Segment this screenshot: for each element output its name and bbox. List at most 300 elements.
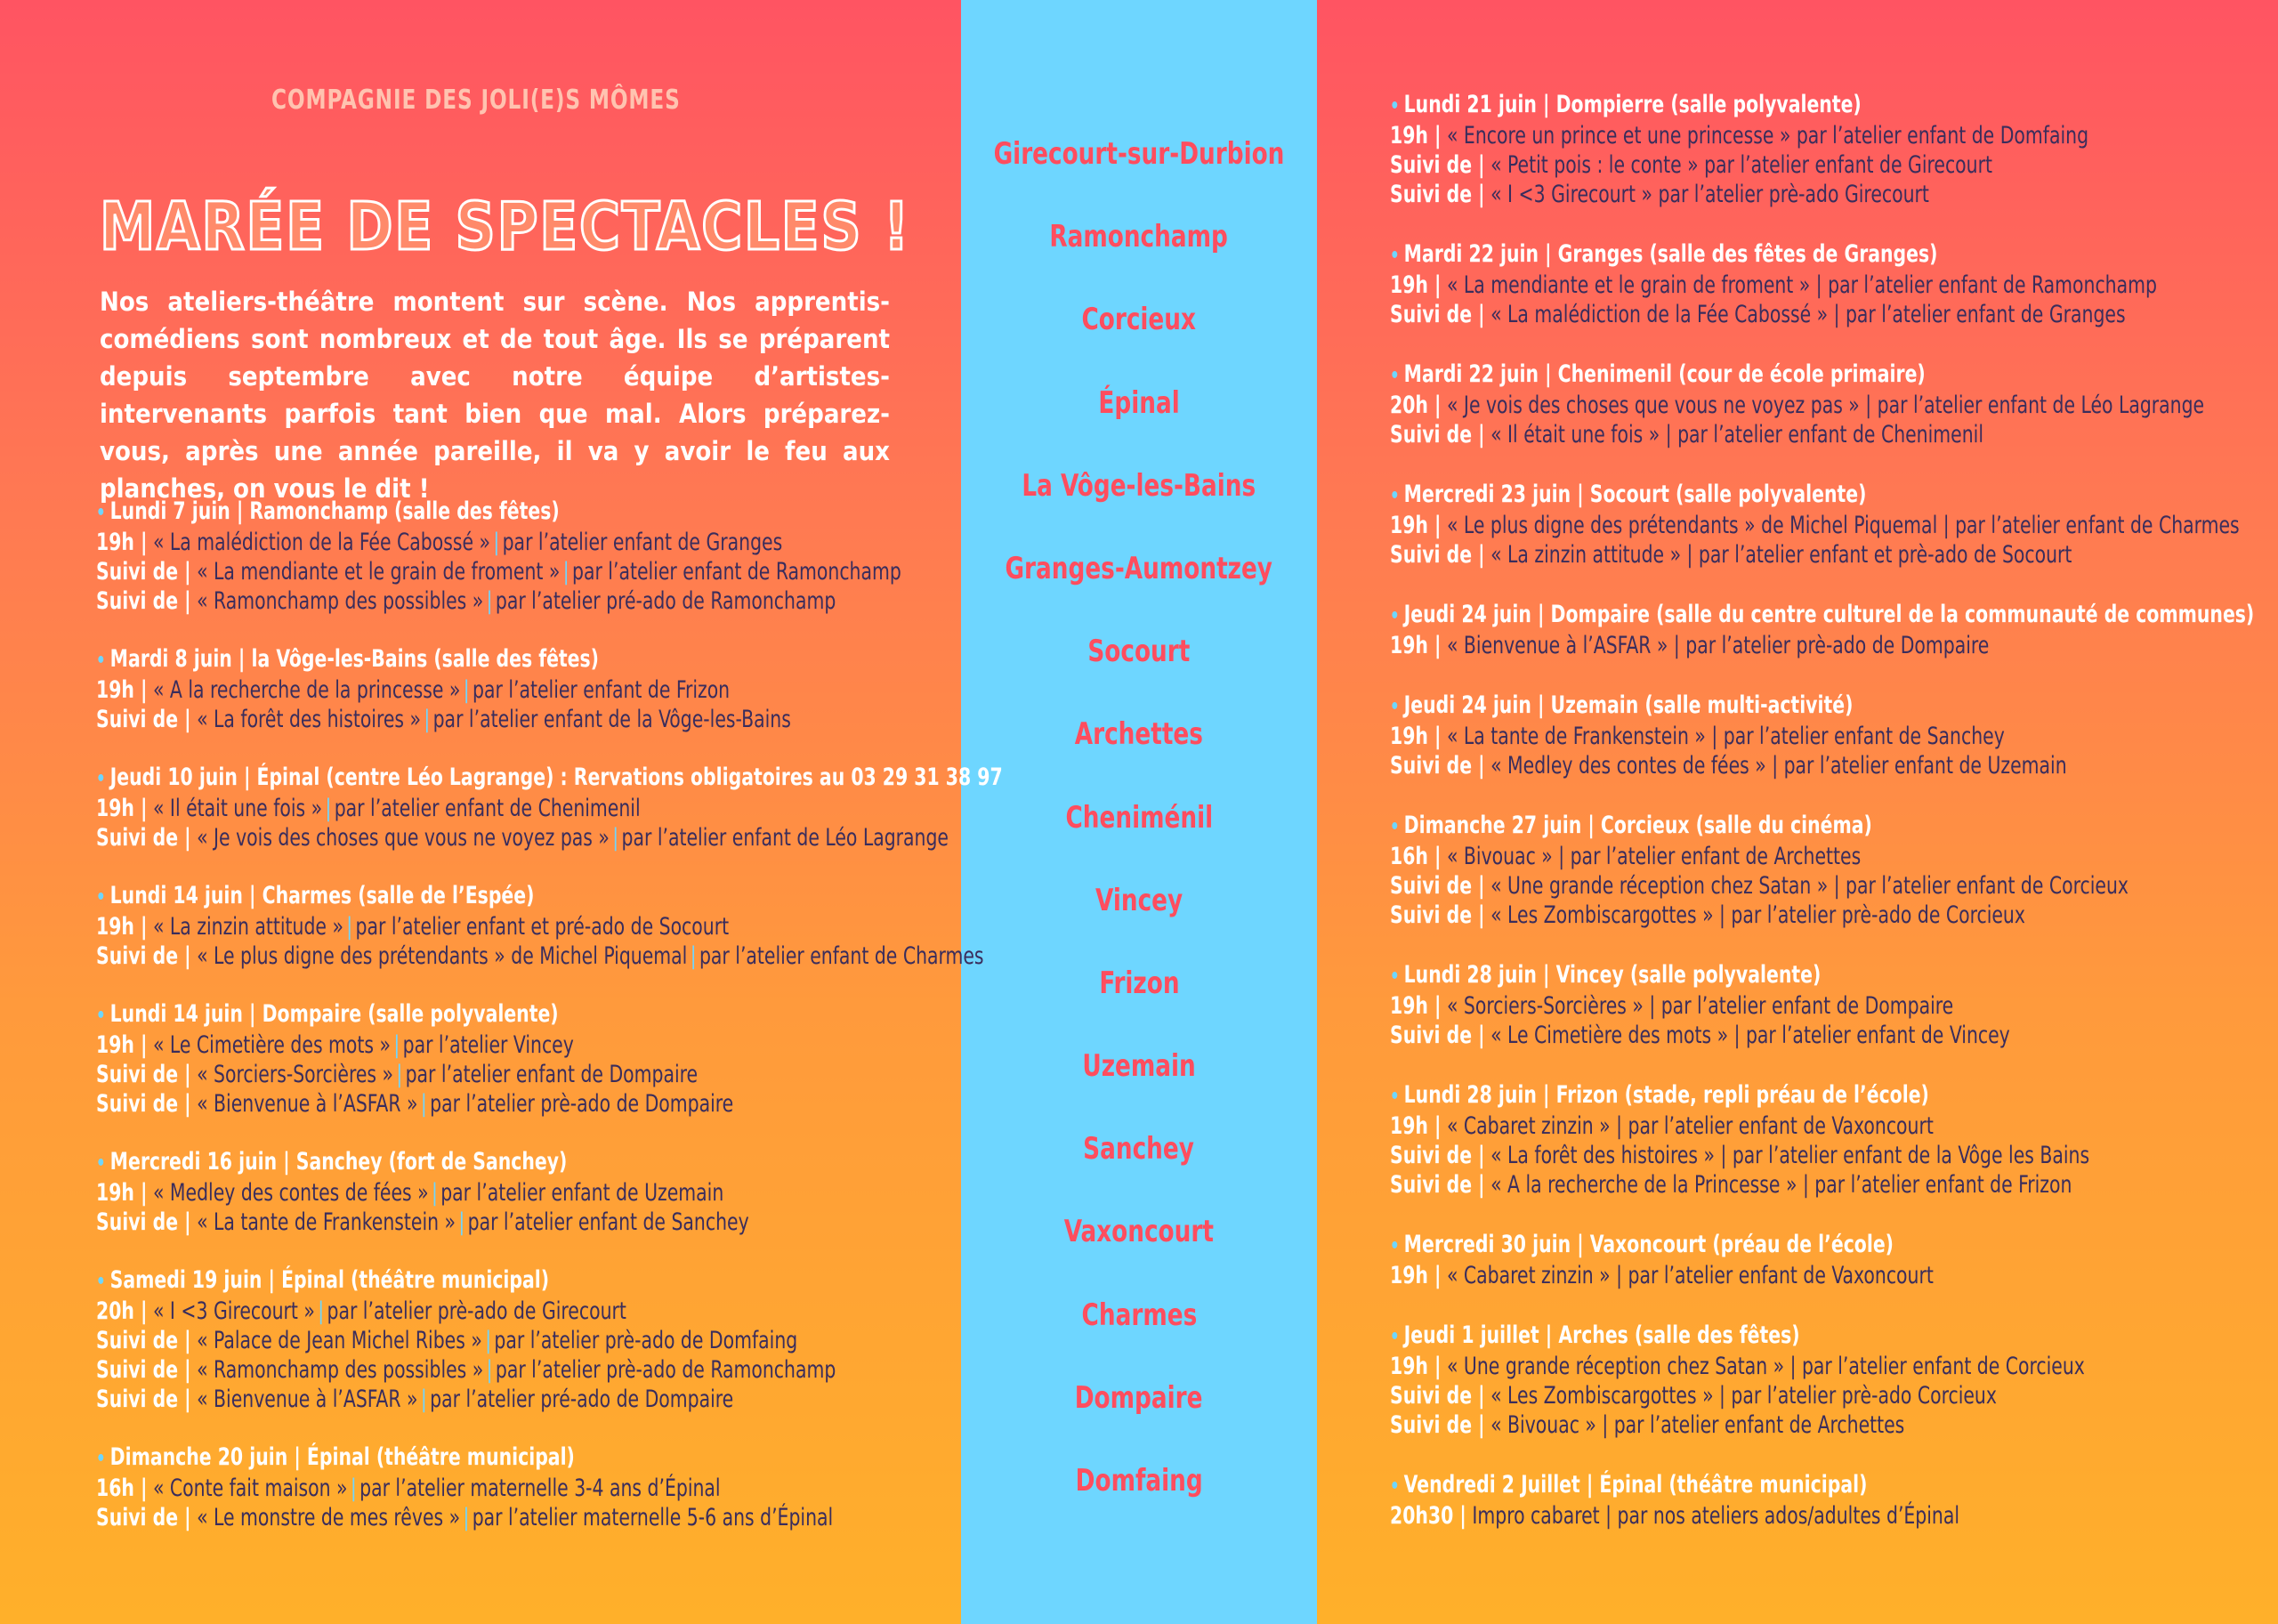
time-label: 16h |	[1390, 843, 1442, 870]
towns-list	[961, 132, 1317, 1541]
time-label: Suivi de |	[1390, 1382, 1485, 1410]
show-title: « A la recherche de la Princesse »	[1490, 1171, 1797, 1199]
event-block	[1390, 1230, 2271, 1290]
town-item	[961, 878, 1317, 961]
show-company: | par l’atelier enfant de Charmes	[1943, 512, 2240, 539]
time-label: Suivi de |	[96, 558, 191, 586]
event-date-venue: Samedi 19 juin | Épinal (théâtre municipal)	[109, 1266, 550, 1294]
time-label: Suivi de |	[96, 1061, 191, 1088]
show-title: « Je vois des choses que vous ne voyez pas »	[1446, 392, 1860, 419]
separator-bar: |	[393, 1031, 400, 1059]
event-header	[96, 1442, 836, 1474]
event-line	[1390, 1410, 2130, 1440]
show-title: « La mendiante et le grain de froment »	[1446, 271, 1811, 299]
event-line	[1390, 901, 2130, 930]
event-header	[1390, 691, 2130, 722]
event-line	[96, 941, 984, 971]
show-company: par l’atelier enfant de Dompaire	[405, 1061, 699, 1088]
time-label: Suivi de |	[96, 706, 191, 733]
bullet-icon: •	[1390, 365, 1400, 387]
town-item	[961, 1127, 1317, 1209]
time-label: 19h |	[96, 1179, 148, 1207]
event-line	[1390, 1261, 2130, 1290]
time-label: 19h |	[1390, 632, 1442, 659]
show-company: | par l’atelier enfant de la Vôge les Bains	[1720, 1142, 2090, 1169]
show-company: par l’atelier enfant de Léo Lagrange	[621, 824, 949, 852]
event-date-venue: Mardi 22 juin | Chenimenil (cour de école primaire)	[1403, 360, 1926, 388]
show-company: par l’atelier maternelle 3-4 ans d’Épinal	[359, 1475, 721, 1502]
show-title: « Medley des contes de fées »	[1490, 752, 1766, 780]
town-label: Socourt	[1087, 634, 1191, 670]
show-title: « Medley des contes de fées »	[152, 1179, 429, 1207]
time-label: Suivi de |	[96, 1090, 191, 1118]
event-line	[1390, 751, 2130, 780]
intro-paragraph: Nos ateliers-théâtre montent sur scène. Nos apprentis-comédiens sont nombreux et de tout âge. Ils se préparent depuis septembre avec notre équipe d’artistes-intervenants parfois tant bien que mal. Alors préparez-vous, après une année pareille, il va y avoir le feu aux planches, on vous le dit !	[100, 287, 890, 504]
time-label: 19h |	[1390, 122, 1442, 149]
town-label: Dompaire	[1075, 1379, 1203, 1416]
event-line	[1390, 991, 2130, 1021]
town-item	[961, 1044, 1317, 1127]
show-company: | par l’atelier enfant de Corcieux	[1789, 1353, 2085, 1380]
show-company: | par l’atelier enfant de Archettes	[1602, 1411, 1905, 1439]
show-title: « Je vois des choses que vous ne voyez pas »	[197, 824, 610, 852]
show-title: « Ramonchamp des possibles »	[197, 1356, 484, 1384]
show-title: « La zinzin attitude »	[1490, 541, 1682, 569]
event-date-venue: Lundi 28 juin | Frizon (stade, repli préau de l’école)	[1403, 1081, 1929, 1109]
event-block	[96, 644, 977, 734]
show-title: « Une grande réception chez Satan »	[1490, 872, 1829, 900]
bullet-icon: •	[1390, 1326, 1400, 1348]
bullet-icon: •	[1390, 696, 1400, 718]
separator-bar: |	[318, 1297, 325, 1325]
event-block	[1390, 1470, 2271, 1531]
event-block	[1390, 691, 2271, 780]
show-title: « I <3 Girecourt »	[1490, 181, 1652, 208]
event-header	[1390, 239, 2130, 271]
show-title: « La zinzin attitude »	[152, 913, 343, 941]
time-label: Suivi de |	[96, 942, 191, 970]
bullet-icon: •	[1390, 1235, 1400, 1257]
show-company: par l’atelier prè-ado de Girecourt	[327, 1297, 626, 1325]
town-label: Vincey	[1095, 882, 1183, 918]
event-line	[96, 1503, 836, 1532]
event-line	[1390, 271, 2157, 300]
event-line	[96, 557, 901, 586]
separator-bar: |	[690, 942, 697, 970]
town-label: Corcieux	[1081, 302, 1197, 338]
show-company: | par l’atelier enfant de Corcieux	[1833, 872, 2129, 900]
show-title: « Bienvenue à l’ASFAR »	[197, 1386, 418, 1413]
time-label: Suivi de |	[1390, 421, 1485, 448]
event-date-venue: Lundi 28 juin | Vincey (salle polyvalente)	[1403, 961, 1822, 989]
separator-bar: |	[396, 1061, 403, 1088]
town-item	[961, 132, 1317, 214]
event-line	[96, 675, 836, 705]
show-company: par l’atelier enfant de Girecourt	[1704, 151, 1992, 179]
event-header	[96, 999, 836, 1030]
event-block	[96, 881, 984, 971]
show-company: par l’atelier pré-ado de Ramonchamp	[495, 587, 836, 615]
event-header	[1390, 811, 2130, 842]
show-title: « Bivouac »	[1490, 1411, 1596, 1439]
separator-bar: |	[463, 1504, 470, 1531]
show-title: « Ramonchamp des possibles »	[197, 587, 484, 615]
time-label: 19h |	[1390, 271, 1442, 299]
event-line	[96, 528, 836, 557]
show-company: par l’atelier enfant de Uzemain	[440, 1179, 724, 1207]
separator-bar: |	[431, 1179, 438, 1207]
time-label: Suivi de |	[1390, 901, 1485, 929]
town-item	[961, 629, 1317, 712]
event-date-venue: Jeudi 10 juin | Épinal (centre Léo Lagrange) : Rervations obligatoires au 03 29 31 38 97	[109, 764, 1003, 791]
event-header	[96, 881, 836, 912]
separator-bar: |	[346, 913, 353, 941]
town-item	[961, 712, 1317, 795]
event-line	[96, 1355, 836, 1385]
show-company: par l’atelier Vincey	[402, 1031, 574, 1059]
show-company: | par l’atelier enfant de Chenimenil	[1665, 421, 1984, 448]
bullet-icon: •	[96, 1005, 106, 1027]
show-title: « La forêt des histoires »	[197, 706, 422, 733]
event-header	[96, 1265, 836, 1297]
time-label: 19h |	[96, 1031, 148, 1059]
time-label: Suivi de |	[96, 1208, 191, 1236]
event-date-venue: Lundi 21 juin | Dompierre (salle polyvalente)	[1403, 91, 1862, 118]
separator-bar: |	[325, 795, 332, 822]
event-header	[1390, 1470, 2130, 1501]
show-company: par l’atelier enfant de Charmes	[699, 942, 984, 970]
event-line	[1390, 511, 2240, 540]
event-line	[1390, 842, 2130, 871]
show-title: « Les Zombiscargottes »	[1490, 1382, 1714, 1410]
show-title: « I <3 Girecourt »	[152, 1297, 315, 1325]
town-label: Vaxoncourt	[1063, 1214, 1215, 1250]
show-company: | par l’atelier prè-ado Corcieux	[1719, 1382, 1997, 1410]
town-label: Sanchey	[1083, 1131, 1195, 1168]
show-company: par l’atelier prè-ado Girecourt	[1658, 181, 1929, 208]
show-title: « Les Zombiscargottes »	[1490, 901, 1714, 929]
show-company: | par nos ateliers ados/adultes d’Épinal	[1605, 1502, 1960, 1530]
show-title: « Bienvenue à l’ASFAR »	[197, 1090, 418, 1118]
event-date-venue: Jeudi 24 juin | Dompaire (salle du centre culturel de la communauté de communes)	[1403, 601, 2255, 628]
event-line	[96, 1178, 836, 1208]
separator-bar: |	[420, 1090, 427, 1118]
event-date-venue: Lundi 14 juin | Dompaire (salle polyvalente)	[109, 1000, 559, 1028]
show-title: « Bienvenue à l’ASFAR »	[1446, 632, 1668, 659]
event-line	[96, 1060, 836, 1089]
time-label: 20h30 |	[1390, 1502, 1466, 1530]
time-label: 20h |	[1390, 392, 1442, 419]
town-label: Épinal	[1098, 384, 1180, 421]
bullet-icon: •	[1390, 605, 1400, 627]
show-company: | par l’atelier enfant de Dompaire	[1649, 992, 1954, 1020]
show-company: | par l’atelier enfant de Granges	[1833, 301, 2126, 328]
show-title: « La malédiction de la Fée Cabossé »	[1490, 301, 1829, 328]
town-label: Uzemain	[1082, 1048, 1196, 1085]
event-line	[96, 1474, 836, 1503]
show-company: par l’atelier enfant de la Vôge-les-Bains	[432, 706, 791, 733]
event-block	[96, 1442, 977, 1532]
event-date-venue: Dimanche 20 juin | Épinal (théâtre municipal)	[109, 1443, 575, 1471]
bullet-icon: •	[96, 768, 106, 790]
show-title: « Le plus digne des prétendants » de Michel Piquemal	[197, 942, 688, 970]
show-title: « Sorciers-Sorcières »	[1446, 992, 1644, 1020]
bullet-icon: •	[1390, 1475, 1400, 1498]
show-company: | par l’atelier prè-ado de Corcieux	[1719, 901, 2025, 929]
event-line	[1390, 121, 2130, 150]
show-company: | par l’atelier enfant de Vaxoncourt	[1616, 1112, 1934, 1140]
event-line	[1390, 180, 2130, 209]
event-header	[1390, 480, 2130, 511]
show-title: « Petit pois : le conte »	[1490, 151, 1699, 179]
time-label: Suivi de |	[1390, 181, 1485, 208]
time-label: 19h |	[96, 529, 148, 556]
show-title: « Palace de Jean Michel Ribes »	[197, 1327, 482, 1354]
events-list-right	[1390, 90, 2271, 1561]
event-block	[1390, 239, 2271, 329]
town-item	[961, 961, 1317, 1044]
show-title: « La tante de Frankenstein »	[1446, 723, 1706, 750]
show-company: | par l’atelier enfant de Vaxoncourt	[1616, 1262, 1934, 1289]
event-line	[96, 794, 836, 823]
show-company: par l’atelier enfant de Frizon	[472, 676, 731, 704]
show-company: | par l’atelier enfant de Archettes	[1558, 843, 1862, 870]
bullet-icon: •	[96, 502, 106, 524]
town-label: Domfaing	[1075, 1463, 1203, 1499]
event-line	[1390, 1381, 2130, 1410]
event-date-venue: Mercredi 30 juin | Vaxoncourt (préau de l’école)	[1403, 1231, 1894, 1258]
event-header	[1390, 960, 2130, 991]
town-item	[961, 1376, 1317, 1458]
event-date-venue: Vendredi 2 Juillet | Épinal (théâtre municipal)	[1403, 1471, 1868, 1499]
show-company: par l’atelier enfant de Sanchey	[467, 1208, 749, 1236]
event-block	[96, 1265, 977, 1414]
time-label: Suivi de |	[96, 1504, 191, 1531]
event-line	[1390, 1170, 2130, 1200]
events-list-left	[96, 497, 1003, 1561]
event-block	[1390, 360, 2271, 449]
event-header	[1390, 360, 2130, 391]
event-line	[96, 1326, 836, 1355]
show-company: par l’atelier prè-ado de Dompaire	[430, 1090, 734, 1118]
show-title: « La forêt des histoires »	[1490, 1142, 1716, 1169]
time-label: 19h |	[96, 676, 148, 704]
town-label: Archettes	[1074, 716, 1204, 753]
separator-bar: |	[424, 706, 431, 733]
event-line	[1390, 1021, 2130, 1050]
event-block	[1390, 1321, 2271, 1440]
separator-bar: |	[486, 587, 493, 615]
show-title: « La tante de Frankenstein »	[197, 1208, 456, 1236]
event-header	[1390, 600, 2255, 631]
time-label: 19h |	[1390, 1112, 1442, 1140]
bullet-icon: •	[96, 1271, 106, 1293]
show-company: par l’atelier maternelle 5-6 ans d’Épinal	[472, 1504, 834, 1531]
event-block	[96, 497, 977, 616]
bullet-icon: •	[96, 1152, 106, 1175]
show-title: « La mendiante et le grain de froment »	[197, 558, 561, 586]
bullet-icon: •	[1390, 966, 1400, 988]
event-line	[1390, 150, 2130, 180]
event-line	[96, 1030, 836, 1060]
event-header	[96, 644, 836, 675]
event-block	[1390, 480, 2271, 570]
show-company: par l’atelier enfant et pré-ado de Socourt	[355, 913, 730, 941]
bullet-icon: •	[1390, 1086, 1400, 1108]
time-label: Suivi de |	[1390, 1411, 1485, 1439]
event-date-venue: Jeudi 1 juillet | Arches (salle des fêtes)	[1403, 1321, 1800, 1349]
show-title: « Sorciers-Sorcières »	[197, 1061, 394, 1088]
show-company: | par l’atelier enfant de Frizon	[1802, 1171, 2072, 1199]
event-header	[1390, 1080, 2130, 1111]
bullet-icon: •	[96, 650, 106, 672]
time-label: Suivi de |	[1390, 752, 1485, 780]
show-company: | par l’atelier enfant et prè-ado de Socourt	[1686, 541, 2072, 569]
event-date-venue: Mardi 8 juin | la Vôge-les-Bains (salle des fêtes)	[109, 645, 600, 673]
time-label: Suivi de |	[96, 587, 191, 615]
show-title: « Le monstre de mes rêves »	[197, 1504, 461, 1531]
bullet-icon: •	[1390, 485, 1400, 507]
event-block	[96, 1147, 977, 1237]
separator-bar: |	[458, 1208, 465, 1236]
time-label: Suivi de |	[1390, 872, 1485, 900]
show-company: | par l’atelier enfant de Ramonchamp	[1815, 271, 2157, 299]
time-label: Suivi de |	[1390, 151, 1485, 179]
separator-bar: |	[485, 1327, 492, 1354]
event-line	[1390, 420, 2130, 449]
time-label: Suivi de |	[1390, 1171, 1485, 1199]
time-label: 19h |	[1390, 723, 1442, 750]
show-company: | par l’atelier prè-ado de Dompaire	[1673, 632, 1990, 659]
time-label: Suivi de |	[1390, 1142, 1485, 1169]
event-block	[1390, 600, 2271, 660]
show-title: « La malédiction de la Fée Cabossé »	[152, 529, 491, 556]
town-label: Charmes	[1081, 1297, 1197, 1333]
separator-bar: |	[493, 529, 500, 556]
town-item	[961, 381, 1317, 464]
event-block	[96, 999, 977, 1119]
event-line	[1390, 1141, 2130, 1170]
event-line	[1390, 1111, 2130, 1141]
event-line	[96, 1089, 836, 1119]
show-company: par l’atelier enfant de Ramonchamp	[571, 558, 901, 586]
time-label: 16h |	[96, 1475, 148, 1502]
show-company: par l’atelier enfant de Granges	[502, 529, 783, 556]
event-block	[1390, 90, 2271, 209]
town-item	[961, 214, 1317, 297]
event-line	[1390, 1352, 2130, 1381]
show-company: | par l’atelier enfant de Vincey	[1733, 1022, 2010, 1049]
event-header	[1390, 90, 2130, 121]
show-title: « Cabaret zinzin »	[1446, 1112, 1611, 1140]
event-line	[1390, 540, 2130, 570]
time-label: Suivi de |	[96, 1356, 191, 1384]
event-date-venue: Dimanche 27 juin | Corcieux (salle du cinéma)	[1403, 812, 1872, 839]
show-title: « Conte fait maison »	[152, 1475, 348, 1502]
show-title: « Le Cimetière des mots »	[152, 1031, 392, 1059]
show-title: « Le Cimetière des mots »	[1490, 1022, 1729, 1049]
town-item	[961, 464, 1317, 546]
event-block	[1390, 1080, 2271, 1200]
event-date-venue: Lundi 7 juin | Ramonchamp (salle des fêtes)	[109, 497, 560, 525]
event-block	[1390, 960, 2271, 1050]
time-label: Suivi de |	[96, 824, 191, 852]
event-line	[1390, 722, 2130, 751]
time-label: 19h |	[1390, 992, 1442, 1020]
separator-bar: |	[612, 824, 619, 852]
event-line	[96, 823, 949, 852]
event-line	[1390, 300, 2130, 329]
event-date-venue: Lundi 14 juin | Charmes (salle de l’Espée)	[109, 882, 535, 909]
town-label: Cheniménil	[1065, 799, 1213, 836]
event-header	[1390, 1321, 2130, 1352]
event-line	[96, 705, 836, 734]
event-line	[96, 1297, 836, 1326]
time-label: Suivi de |	[1390, 541, 1485, 569]
town-label: Frizon	[1098, 965, 1180, 1001]
show-company: par l’atelier enfant de Chenimenil	[334, 795, 641, 822]
town-label: La Vôge-les-Bains	[1022, 467, 1256, 504]
show-title: « Bivouac »	[1446, 843, 1553, 870]
show-company: par l’atelier enfant de Domfaing	[1796, 122, 2089, 149]
separator-bar: |	[420, 1386, 427, 1413]
event-date-venue: Mercredi 23 juin | Socourt (salle polyvalente)	[1403, 481, 1867, 508]
event-date-venue: Jeudi 24 juin | Uzemain (salle multi-activité)	[1403, 691, 1854, 719]
time-label: 19h |	[96, 913, 148, 941]
event-line	[96, 1385, 836, 1414]
event-line	[1390, 871, 2130, 901]
event-line	[1390, 1501, 2130, 1531]
time-label: 19h |	[1390, 1353, 1442, 1380]
town-label: Granges-Aumontzey	[1005, 550, 1273, 586]
town-item	[961, 297, 1317, 380]
time-label: 19h |	[1390, 512, 1442, 539]
time-label: Suivi de |	[96, 1327, 191, 1354]
time-label: 20h |	[96, 1297, 148, 1325]
event-header	[96, 1147, 836, 1178]
separator-bar: |	[562, 558, 570, 586]
show-title: « Il était une fois »	[152, 795, 323, 822]
separator-bar: |	[463, 676, 470, 704]
town-label: Ramonchamp	[1049, 219, 1229, 255]
town-item	[961, 546, 1317, 629]
separator-bar: |	[486, 1356, 493, 1384]
show-company: | par l’atelier enfant de Sanchey	[1711, 723, 2005, 750]
town-label: Girecourt-sur-Durbion	[993, 136, 1285, 172]
separator-bar: |	[350, 1475, 357, 1502]
event-header	[96, 763, 1003, 794]
show-title: « A la recherche de la princesse »	[152, 676, 461, 704]
show-title: « Le plus digne des prétendants » de Michel Piquemal	[1446, 512, 1938, 539]
show-company: par l’atelier prè-ado de Ramonchamp	[495, 1356, 836, 1384]
event-line	[96, 912, 836, 941]
time-label: 19h |	[96, 795, 148, 822]
show-company: par l’atelier pré-ado de Dompaire	[430, 1386, 734, 1413]
town-item	[961, 796, 1317, 878]
event-header	[1390, 1230, 2130, 1261]
show-title: « Cabaret zinzin »	[1446, 1262, 1611, 1289]
event-block	[1390, 811, 2271, 930]
show-company: par l’atelier prè-ado de Domfaing	[494, 1327, 798, 1354]
bullet-icon: •	[96, 886, 106, 909]
event-line	[96, 586, 836, 616]
town-item	[961, 1293, 1317, 1376]
time-label: 19h |	[1390, 1262, 1442, 1289]
bullet-icon: •	[1390, 95, 1400, 117]
show-title: « Encore un prince et une princesse »	[1446, 122, 1791, 149]
show-title: « Une grande réception chez Satan »	[1446, 1353, 1785, 1380]
show-company: | par l’atelier enfant de Uzemain	[1772, 752, 2067, 780]
